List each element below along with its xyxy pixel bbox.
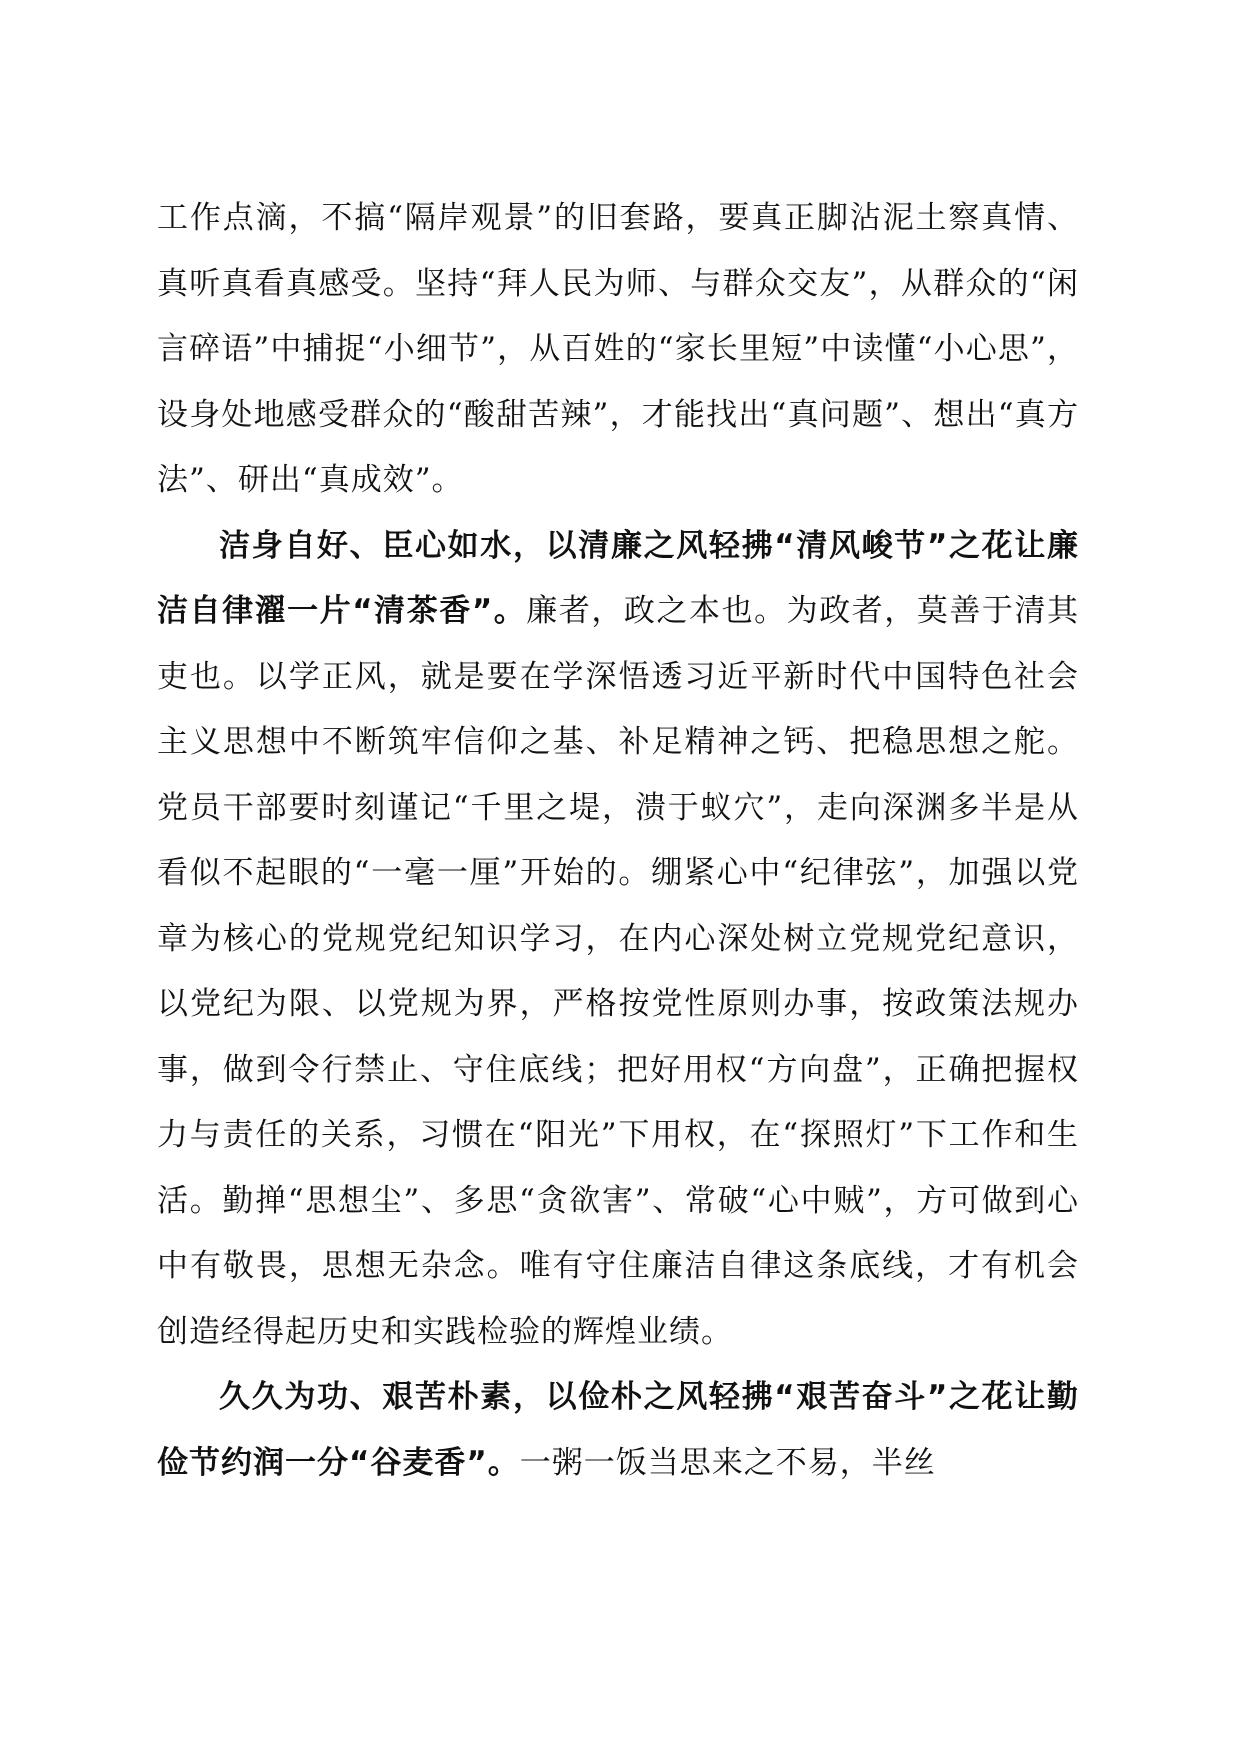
paragraph-2: [157, 514, 1079, 1366]
paragraph-2-text: 廉者，政之本也。为政者，莫善于清其吏也。以学正风，就是要在学深悟透习近平新时代中国特色社会主义思想中不断筑牢信仰之基、补足精神之钙、把稳思想之舵。党员干部要时刻谨记“千里之堤，溃于蚁穴”，走向深渊多半是从看似不起眼的“一毫一厘”开始的。绷紧心中“纪律弦”，加强以党章为核心的党规党纪知识学习，在内心深处树立党规党纪意识，以党纪为限、以党规为界，严格按党性原则办事，按政策法规办事，做到令行禁止、守住底线；把好用权“方向盘”，正确把握权力与责任的关系，习惯在“阳光”下用权，在“探照灯”下工作和生活。勤掸“思想尘”、多思“贪欲害”、常破“心中贼”，方可做到心中有敬畏，思想无杂念。唯有守住廉洁自律这条底线，才有机会创造经得起历史和实践检验的辉煌业绩。: [157, 593, 1080, 1350]
paragraph-3-lead: 久久为功、艰苦朴素，以俭朴之风轻拂“艰苦奋斗”之花让勤俭节约润一分“谷麦香”。: [157, 1379, 1079, 1481]
paragraph-3: [157, 1365, 1079, 1496]
paragraph-3-text: 一粥一饭当思来之不易，半丝: [519, 1444, 936, 1481]
paragraph-1: [157, 186, 1079, 514]
paragraph-1-text: 工作点滴，不搞“隔岸观景”的旧套路，要真正脚沾泥土察真情、真听真看真感受。坚持“拜人民为师、与群众交友”，从群众的“闲言碎语”中捕捉“小细节”，从百姓的“家长里短”中读懂“小心思”，设身处地感受群众的“酸甜苦辣”，才能找出“真问题”、想出“真方法”、研出“真成效”。: [157, 200, 1079, 498]
paragraph-2-lead: 洁身自好、臣心如水，以清廉之风轻拂“清风峻节”之花让廉洁自律濯一片“清茶香”。: [157, 527, 1079, 629]
document-body: [157, 186, 1079, 1496]
